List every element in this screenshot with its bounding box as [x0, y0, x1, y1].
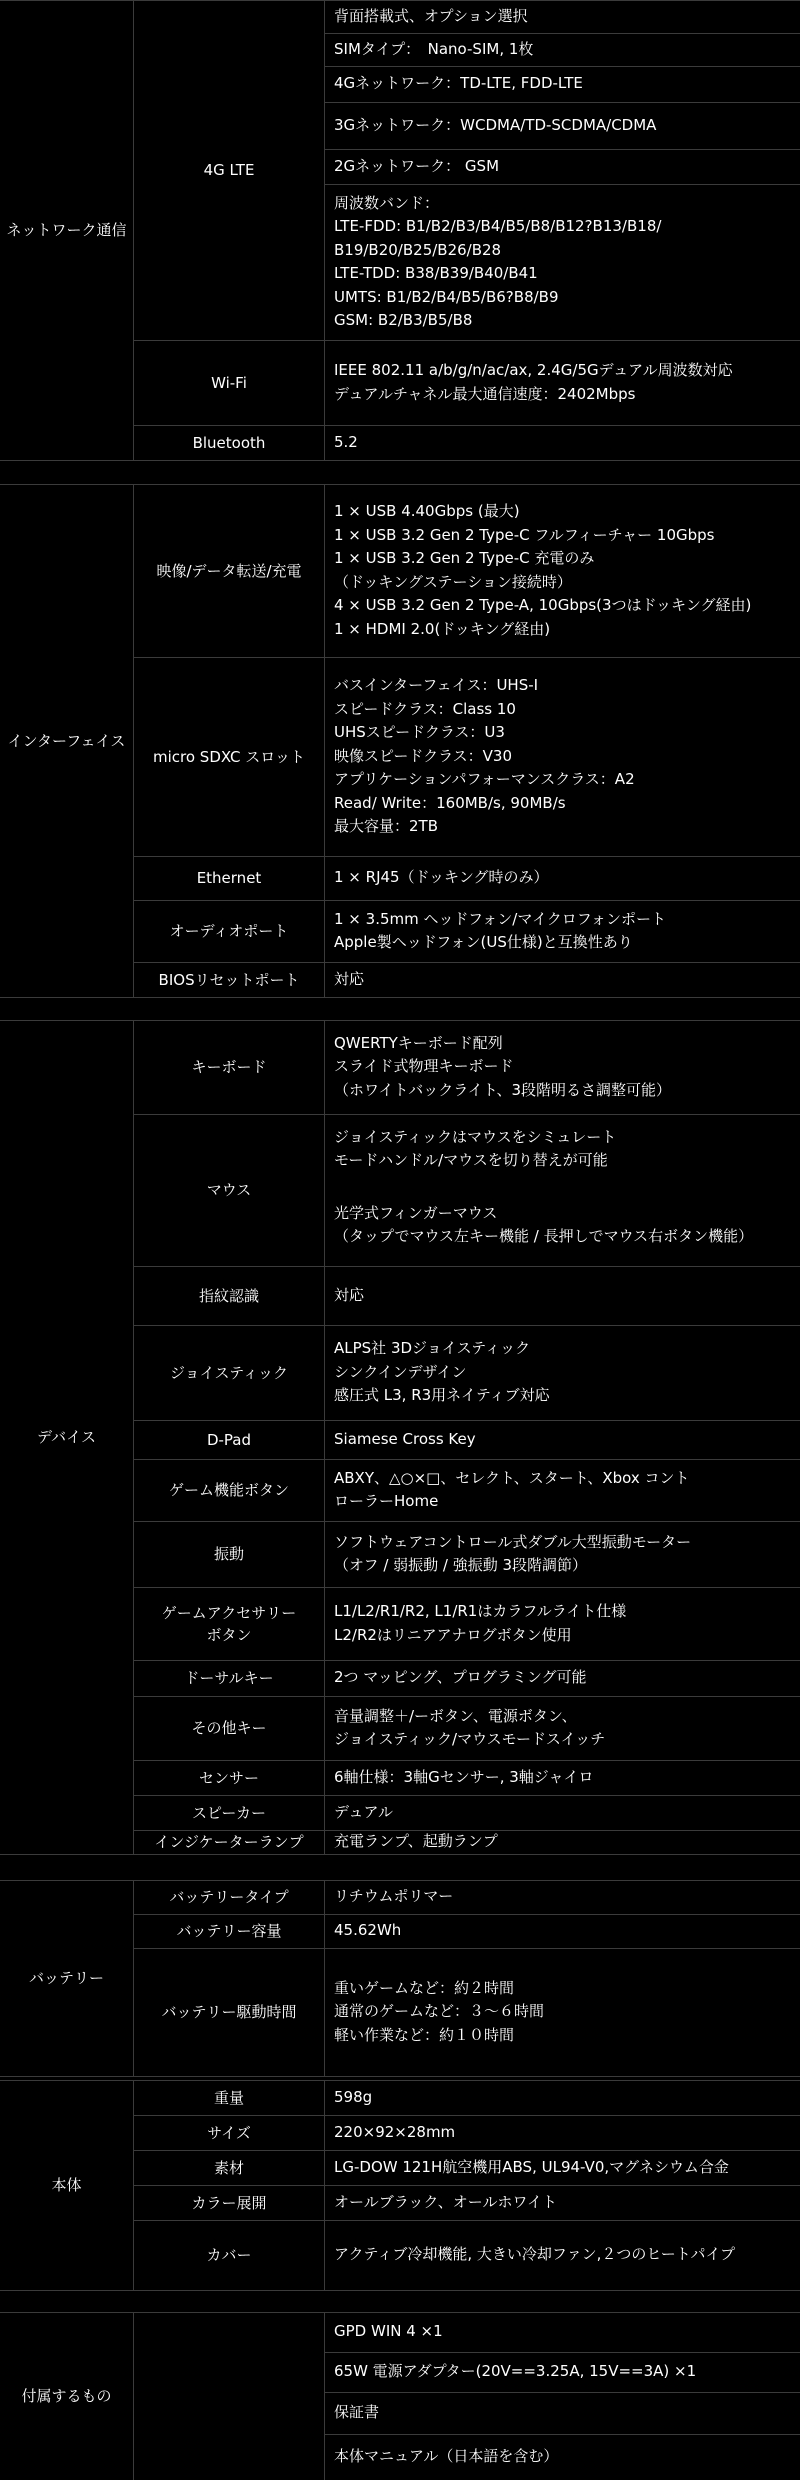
spec-label-text: その他キー [191, 1719, 267, 1737]
spec-value-line: 1 × USB 3.2 Gen 2 Type-C フルフィーチャー 10Gbps [334, 525, 715, 544]
spec-label-text: micro SDXC スロット [152, 747, 305, 766]
spec-value-line: SIMタイプ： Nano-SIM, 1枚 [334, 39, 534, 58]
spec-value-line: 光学式フィンガーマウス [334, 1203, 498, 1222]
spec-label [134, 1114, 324, 1266]
spec-value-line: 4Gネットワーク：TD-LTE, FDD-LTE [334, 74, 583, 93]
spec-value-line: （タップでマウス左キー機能 / 長押しでマウス右ボタン機能） [334, 1227, 754, 1245]
spec-label-text: 指紋認識 [198, 1286, 259, 1305]
spec-label-text: オーディオポート [169, 922, 289, 940]
spec-value-line: Read/ Write：160MB/s, 90MB/s [334, 793, 566, 812]
spec-value-line: 充電ランプ、起動ランプ [334, 1832, 498, 1851]
spec-label [134, 2115, 324, 2150]
spec-label [134, 1521, 324, 1587]
spec-label-text: カバー [206, 2246, 252, 2264]
spec-value-line: 6軸仕様：3軸Gセンサー, 3軸ジャイロ [334, 1767, 594, 1786]
spec-label-text: ゲーム機能ボタン [168, 1481, 289, 1499]
column-divider [324, 484, 325, 997]
spec-label-text: キーボード [191, 1058, 267, 1076]
category-label: 本体 [51, 2176, 82, 2194]
spec-value-line: 45.62Wh [334, 1921, 402, 1940]
spec-value-line: バスインターフェイス：UHS-I [334, 676, 539, 695]
spec-label-text: 素材 [213, 2158, 244, 2177]
category-network [0, 0, 133, 460]
spec-label [134, 1660, 324, 1696]
spec-value-line: ABXY、△○×□、セレクト、スタート、Xbox コント [334, 1468, 690, 1487]
spec-label-text: インジケーターランプ [154, 1833, 304, 1851]
spec-value-line: 保証書 [334, 2403, 380, 2422]
spec-value-line: 4 × USB 3.2 Gen 2 Type-A, 10Gbps(3つはドッキング経由) [334, 596, 752, 614]
spec-label [134, 1459, 324, 1521]
spec-label-text: スピーカー [191, 1803, 267, 1822]
spec-label [134, 657, 324, 856]
spec-label [134, 962, 324, 997]
spec-label [134, 856, 324, 900]
row-divider [324, 2392, 800, 2393]
spec-value-line: スピードクラス：Class 10 [334, 699, 516, 718]
spec-value-line: ジョイスティックはマウスをシミュレート [334, 1127, 617, 1146]
spec-value-line: スライド式物理キーボード [334, 1057, 514, 1076]
spec-label-text: Bluetooth [192, 433, 266, 452]
spec-value-line: リチウムポリマー [334, 1887, 454, 1906]
spec-label-text: 4G LTE [203, 161, 255, 179]
spec-value-line: 感圧式 L3, R3用ネイティブ対応 [334, 1386, 550, 1405]
spec-label [134, 2312, 324, 2480]
spec-value-line: ソフトウェアコントロール式ダブル大型振動モーター [334, 1532, 692, 1551]
spec-value-line: アプリケーションパフォーマンスクラス：A2 [334, 770, 635, 789]
spec-value-line: 音量調整＋/ーボタン、電源ボタン、 [334, 1706, 577, 1725]
category-label: 付属するもの [21, 2387, 112, 2405]
spec-label-text: 映像/データ転送/充電 [156, 561, 302, 580]
spec-value-line: 通常のゲームなど：３〜６時間 [334, 2002, 545, 2021]
spec-value-line: デュアル [334, 1802, 393, 1821]
column-divider [324, 1880, 325, 2076]
spec-value-line: 軽い作業など：約１０時間 [334, 2025, 515, 2044]
spec-label-text: バッテリー駆動時間 [161, 2003, 297, 2021]
spec-value-line: GSM: B2/B3/B5/B8 [334, 311, 473, 329]
row-divider [0, 1854, 800, 1855]
spec-label [134, 1587, 324, 1660]
spec-value-line: GPD WIN 4 ×1 [334, 2322, 443, 2341]
column-divider [324, 2312, 325, 2480]
category-device [0, 1020, 133, 1854]
spec-value-line: オールブラック、オールホワイト [334, 2192, 558, 2211]
spec-value-line: 映像スピードクラス：V30 [334, 746, 512, 765]
spec-label [134, 1420, 324, 1459]
spec-label-text: マウス [206, 1181, 252, 1199]
spec-value-line: 1 × 3.5mm ヘッドフォン/マイクロフォンポート [334, 909, 667, 928]
spec-value-line: 2つ マッピング、プログラミング可能 [334, 1668, 587, 1687]
spec-label [134, 2220, 324, 2290]
spec-value-line: LTE-TDD: B38/B39/B40/B41 [334, 264, 538, 282]
spec-label [134, 2150, 324, 2185]
spec-value-line: LTE-FDD: B1/B2/B3/B4/B5/B8/B12?B13/B18/ [334, 217, 662, 235]
category-label: インターフェイス [7, 731, 126, 750]
category-body [0, 2080, 133, 2290]
spec-value-line: L1/L2/R1/R2, L1/R1はカラフルライト仕様 [334, 1602, 627, 1620]
spec-value-line: 対応 [334, 1285, 365, 1304]
spec-value-line: （ホワイトバックライト、3段階明るさ調整可能） [334, 1080, 671, 1099]
spec-value-line: 対応 [334, 969, 365, 988]
spec-label-text: BIOSリセットポート [158, 970, 300, 989]
row-divider [324, 149, 800, 150]
spec-label [134, 425, 324, 460]
spec-label [134, 2185, 324, 2220]
spec-value-line: （ドッキングステーション接続時） [334, 572, 572, 591]
spec-label-text: D-Pad [206, 1430, 252, 1449]
spec-value-line: L2/R2はリニアアナログボタン使用 [334, 1625, 572, 1644]
spec-label-text: 重量 [213, 2088, 244, 2107]
spec-value-line: 1 × USB 3.2 Gen 2 Type-C 充電のみ [334, 549, 595, 567]
spec-value-line: 5.2 [334, 432, 358, 451]
spec-value-line: IEEE 802.11 a/b/g/n/ac/ax, 2.4G/5Gデュアル周波数対応 [334, 361, 733, 379]
spec-value-line: B19/B20/B25/B26/B28 [334, 240, 502, 259]
spec-value-line: 最大容量：2TB [334, 817, 438, 836]
spec-label [134, 484, 324, 657]
spec-label [134, 1948, 324, 2076]
spec-label-text: バッテリータイプ [169, 1888, 289, 1906]
spec-label-text: Wi-Fi [211, 373, 247, 392]
spec-label [134, 1880, 324, 1914]
spec-value-line: 1 × RJ45（ドッキング時のみ） [334, 868, 549, 887]
spec-value-line: デュアルチャネル最大通信速度：2402Mbps [334, 384, 636, 403]
spec-label-text: サイズ [207, 2123, 251, 2142]
spec-value-line: 本体マニュアル（日本語を含む） [334, 2447, 559, 2466]
spec-value-line: シンクインデザイン [334, 1362, 467, 1381]
category-interface [0, 484, 133, 997]
spec-label [134, 1830, 324, 1854]
spec-value-line: 220×92×28mm [334, 2122, 456, 2141]
spec-value-line: 1 × HDMI 2.0(ドッキング経由) [334, 619, 551, 638]
spec-value-line: モードハンドル/マウスを切り替えが可能 [334, 1151, 608, 1169]
spec-label-text: Ethernet [196, 869, 262, 887]
spec-label [134, 1325, 324, 1420]
column-divider [324, 0, 325, 460]
spec-label [134, 1266, 324, 1325]
row-divider [324, 184, 800, 185]
category-battery [0, 1880, 133, 2076]
row-divider [324, 2352, 800, 2353]
spec-value-line: （オフ / 弱振動 / 強振動 3段階調節） [334, 1556, 588, 1574]
spec-value-line: ジョイスティック/マウスモードスイッチ [334, 1730, 606, 1748]
spec-value-line: Siamese Cross Key [334, 1429, 476, 1448]
category-label: バッテリー [28, 1969, 104, 1987]
spec-label [134, 340, 324, 425]
spec-value-line: 598g [334, 2087, 373, 2106]
spec-label-text: ドーサルキー [184, 1669, 274, 1687]
row-divider [0, 460, 800, 461]
category-label: デバイス [37, 1428, 96, 1446]
spec-value-line: 1 × USB 4.40Gbps (最大) [334, 502, 520, 520]
spec-label [134, 1914, 324, 1948]
row-divider [324, 102, 800, 103]
spec-value-line: 背面搭載式、オプション選択 [334, 6, 528, 25]
spec-label [134, 1020, 324, 1114]
spec-label [134, 2080, 324, 2115]
spec-value-line: Apple製ヘッドフォン(US仕様)と互換性あり [334, 933, 633, 951]
spec-value-line: 重いゲームなど：約２時間 [334, 1978, 515, 1997]
spec-label [134, 1696, 324, 1760]
spec-value-line: UMTS: B1/B2/B4/B5/B6?B8/B9 [334, 287, 559, 306]
spec-label-text: ゲームアクセサリー ボタン [161, 1603, 297, 1644]
row-divider [324, 33, 800, 34]
spec-value-line: QWERTYキーボード配列 [334, 1033, 503, 1052]
spec-label-text: 振動 [213, 1545, 244, 1563]
spec-label-text: バッテリー容量 [176, 1922, 282, 1940]
spec-value-line: UHSスピードクラス：U3 [334, 723, 505, 742]
spec-label [134, 0, 324, 340]
spec-label [134, 1795, 324, 1830]
spec-value-line: ローラーHome [334, 1492, 439, 1510]
row-divider [324, 2434, 800, 2435]
spec-label [134, 1760, 324, 1795]
spec-value-line: 周波数バンド： [334, 193, 440, 212]
spec-value-line: LG-DOW 121H航空機用ABS, UL94-V0,マグネシウム合金 [334, 2157, 729, 2176]
row-divider [324, 66, 800, 67]
row-divider [0, 2076, 800, 2077]
spec-label-text: カラー展開 [191, 2193, 267, 2212]
spec-value-line: ALPS社 3Dジョイスティック [334, 1339, 531, 1358]
spec-label-text: センサー [198, 1768, 259, 1787]
column-divider [324, 1020, 325, 1854]
spec-value-line: アクティブ冷却機能, 大きい冷却ファン,２つのヒートパイプ [334, 2245, 736, 2264]
spec-value-line: 3Gネットワーク：WCDMA/TD-SCDMA/CDMA [334, 115, 657, 134]
category-label: ネットワーク通信 [6, 221, 127, 239]
spec-value-line: 65W 電源アダプター(20V==3.25A, 15V==3A) ×1 [334, 2362, 697, 2381]
spec-value-line: 2Gネットワーク： GSM [334, 156, 500, 175]
spec-label-text: ジョイスティック [169, 1363, 289, 1382]
row-divider [0, 2290, 800, 2291]
spec-label [134, 900, 324, 962]
row-divider [0, 997, 800, 998]
category-accessories [0, 2312, 133, 2480]
